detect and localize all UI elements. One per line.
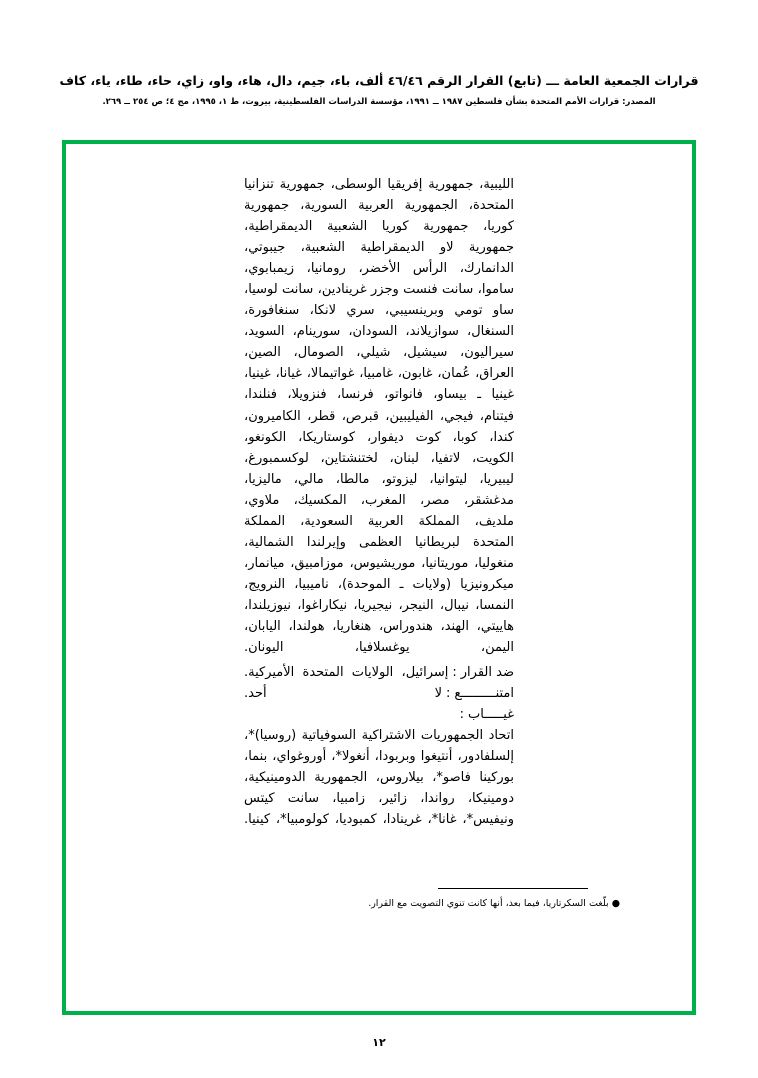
header-source-line: المصدر: قرارات الأمم المتحدة بشأن فلسطين ١٩٨٧ ــ ١٩٩١، مؤسسة الدراسات الفلسطينية، بيروت، ط ١، ١٩٩٥، مج ٤؛ ص ٢٥٤ ــ ٢٦٩. xyxy=(102,96,656,107)
footnote-text: بلّغت السكرتاريا، فيما بعد، أنها كانت تنوي التصويت مع القرار. xyxy=(368,898,609,910)
footnote-divider xyxy=(438,888,588,889)
footnote xyxy=(118,897,620,911)
vote-row-against xyxy=(244,662,514,683)
page-number: ١٢ xyxy=(372,1036,386,1049)
vote-against-value: إسرائيل، الولايات المتحدة الأميركية. xyxy=(244,665,449,681)
vote-abstain-value: لا أحد. xyxy=(244,686,442,702)
vote-results xyxy=(244,662,514,725)
vote-row-abstain xyxy=(244,683,514,704)
vote-abstain-label: امتنـــــــــع xyxy=(454,686,514,702)
header-title: قرارات الجمعية العامة ـــ (تابع) القرار الرقم ٤٦/٤٦ ألف، باء، جيم، دال، هاء، واو، زاي، حاء، طاء، ياء، كاف xyxy=(59,73,699,88)
country-list-paragraph xyxy=(244,174,514,658)
vote-against-label: ضد القرار xyxy=(460,665,514,681)
frame-content xyxy=(66,144,692,1011)
vote-abstain-separator: : xyxy=(445,686,451,702)
vote-row-absent xyxy=(244,704,514,725)
country-list-text: الليبية، جمهورية إفريقيا الوسطى، جمهورية تنزانيا المتحدة، الجمهورية العربية السورية، جمهورية كوريا، جمهورية كوريا الشعبية الديمقراطية، جمهورية لاو الديمقراطية الشعبية، جيبوتي، الدانمارك، الرأس الأخضر، رومانيا، زيمبابوي، ساموا، سانت فنست وجزر غرينادين، سانت لوسيا، ساو تومي وبرينسيبي، سري لانكا، سنغافورة، السنغال، سوازيلاند، السودان، سورينام، السويد، سيراليون، سيشيل، شيلي، الصومال، الصين، العراق، عُمان، غابون، غامبيا، غواتيمالا، غيانا، غينيا، غينيا ـ بيساو، فانواتو، فرنسا، فنزويلا، فنلندا، فيتنام، فيجي، الفيليبين، قبرص، قطر، الكاميرون، كندا، كوبا، كوت ديفوار، كوستاريكا، الكونغو، الكويت، لاتفيا، لبنان، لختنشتاين، لوكسمبورغ، ليبيريا، ليتوانيا، ليزوتو، مالطا، مالي، ماليزيا، مدغشقر، مصر، المغرب، المكسيك، ملاوي، ملديف، المملكة العربية السعودية، المملكة المتحدة لبريطانيا العظمى وإيرلندا الشمالية، منغوليا، موريتانيا، موريشيوس، موزامبيق، ميانمار، ميكرونيزيا (ولايات ـ الموحدة)، ناميبيا، النرويج، النمسا، نيبال، النيجر، نيجيريا، نيكاراغوا، نيوزيلندا، هاييتي، الهند، هندوراس، هنغاريا، هولندا، اليابان، اليمن، يوغسلافيا، اليونان. xyxy=(244,177,514,656)
vote-absent-label: غيـــــاب xyxy=(468,707,514,723)
vote-against-separator: : xyxy=(452,665,457,681)
footnote-marker-icon: ● xyxy=(611,898,620,910)
green-border-frame xyxy=(62,140,696,1015)
absent-country-list: اتحاد الجمهوريات الاشتراكية السوفياتية (روسيا)*، إلسلفادور، أنتيغوا وبربودا، أنغولا*، أوروغواي، بنما، بوركينا فاصو*، بيلاروس، الجمهورية الدومينيكية، دومينيكا، رواندا، زائير، زامبيا، سانت كيتس ونيفيس*، غانا*، غرينادا، كمبوديا، كولومبيا*، كينيا. xyxy=(244,728,514,828)
page-header xyxy=(0,72,758,109)
vote-absent-separator: : xyxy=(459,707,465,723)
